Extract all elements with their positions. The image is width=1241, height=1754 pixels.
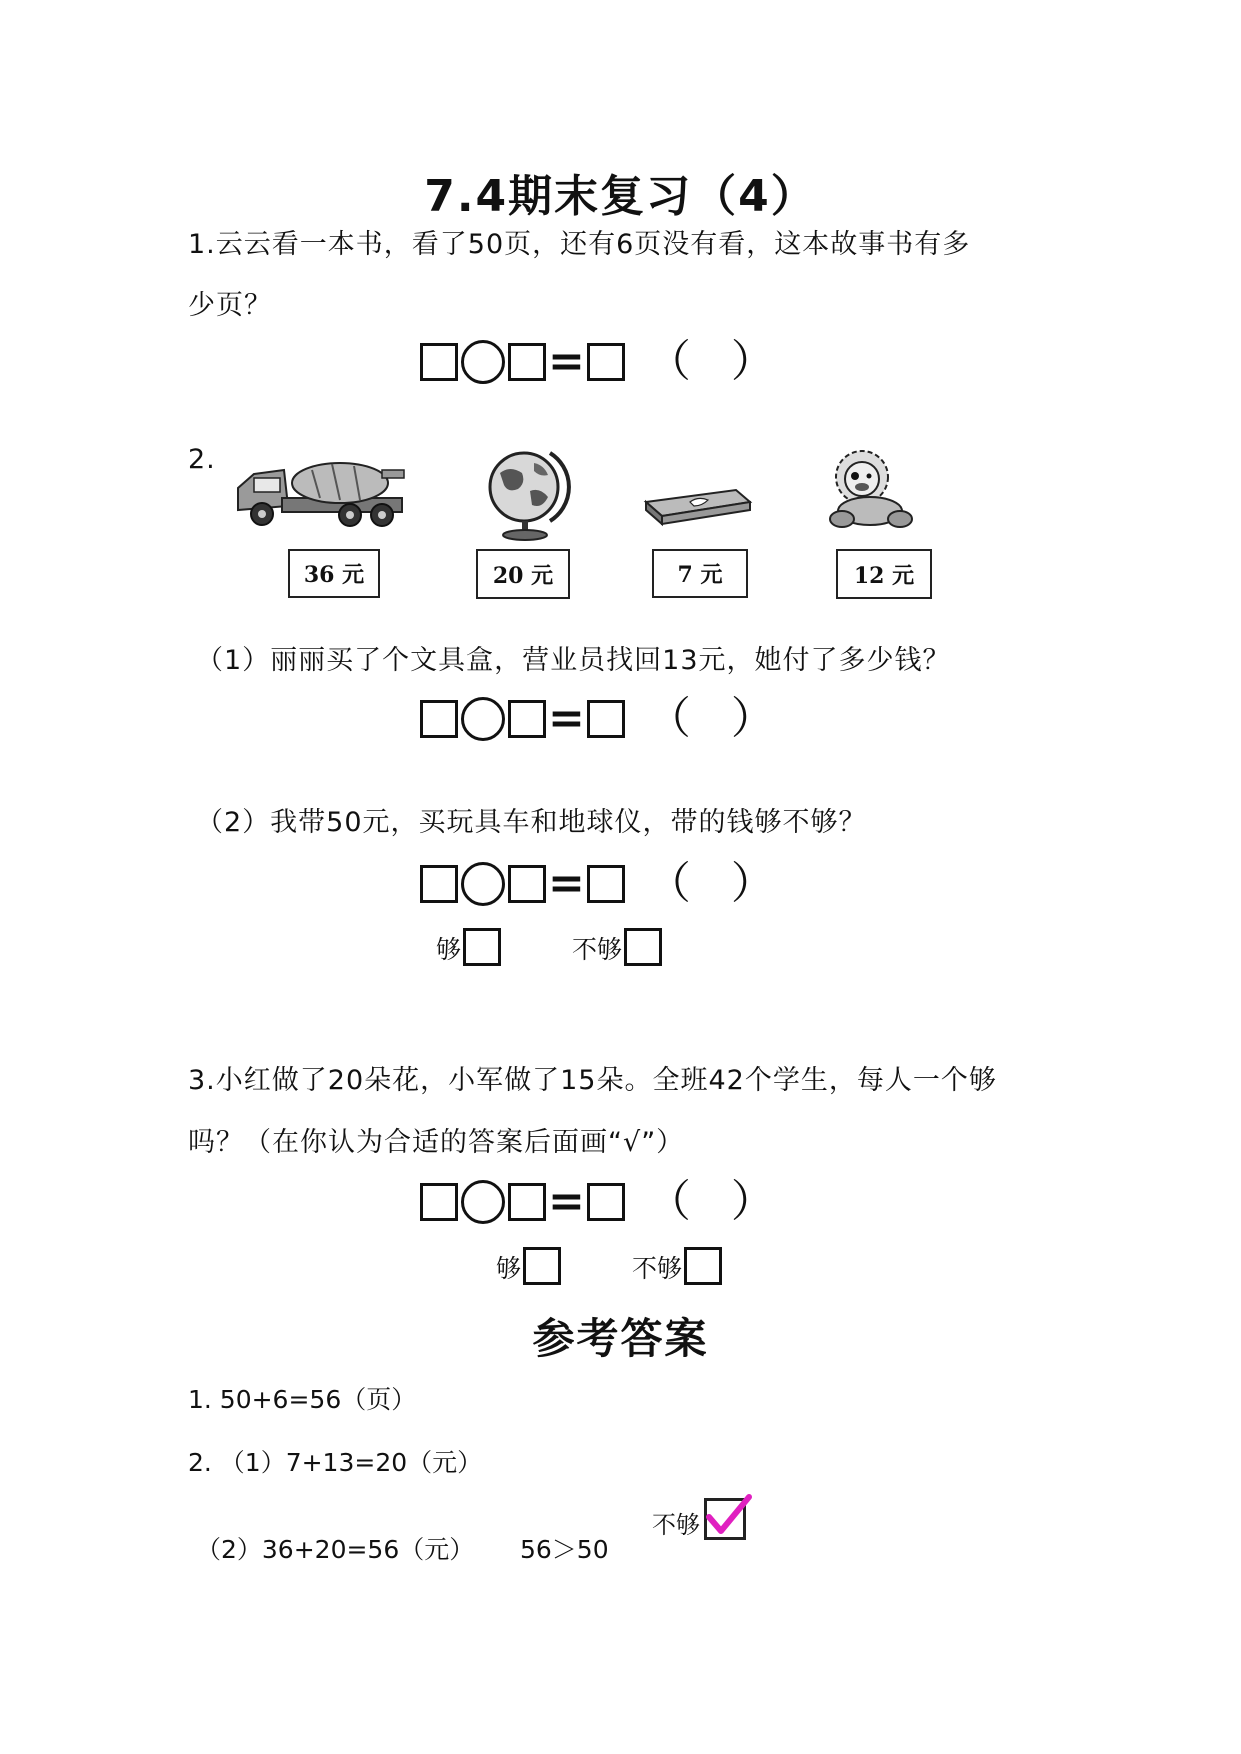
page-title: 7.4期末复习（4） bbox=[424, 171, 817, 222]
option-not-enough-label: 不够 bbox=[572, 935, 623, 964]
option-not-enough-label: 不够 bbox=[632, 1254, 683, 1283]
option-not-enough-checkbox[interactable] bbox=[624, 928, 662, 966]
option-not-enough-checkbox[interactable] bbox=[684, 1247, 722, 1285]
answer-box[interactable] bbox=[420, 700, 458, 738]
price-tag-pencil-case: 7 元 bbox=[652, 549, 748, 598]
answer-2-2-compare: 56＞50 bbox=[520, 1535, 609, 1564]
toy-lion-icon bbox=[820, 447, 920, 532]
answer-box[interactable] bbox=[587, 865, 625, 903]
option-not-enough bbox=[572, 928, 662, 966]
price-tag-truck: 36 元 bbox=[288, 549, 380, 598]
answer-box[interactable] bbox=[420, 1183, 458, 1221]
mixer-truck-icon bbox=[232, 448, 422, 533]
question-2-sub-1: （1）丽丽买了个文具盒，营业员找回13元，她付了多少钱？ bbox=[196, 645, 951, 676]
option-enough-label: 够 bbox=[496, 1254, 522, 1283]
answer-2-2-choice-label: 不够 bbox=[652, 1511, 700, 1539]
price-tag-toy-lion: 12 元 bbox=[836, 549, 932, 599]
answer-2-2-choice bbox=[652, 1498, 746, 1540]
answer-box[interactable] bbox=[587, 343, 625, 381]
unit-paren-open: （ bbox=[646, 1176, 691, 1227]
operator-circle[interactable] bbox=[461, 340, 505, 384]
unit-paren-open: （ bbox=[646, 693, 691, 744]
answer-box[interactable] bbox=[508, 865, 546, 903]
answer-1: 1. 50+6=56（页） bbox=[188, 1385, 417, 1414]
equation-template-q2-2 bbox=[420, 858, 775, 909]
answer-box[interactable] bbox=[587, 700, 625, 738]
unit-paren-close: ） bbox=[730, 1176, 775, 1227]
question-2-sub-2: （2）我带50元，买玩具车和地球仪，带的钱够不够？ bbox=[196, 807, 867, 838]
operator-circle[interactable] bbox=[461, 1180, 505, 1224]
check-mark-icon bbox=[703, 1489, 755, 1541]
answer-box[interactable] bbox=[587, 1183, 625, 1221]
option-enough-q3 bbox=[496, 1247, 561, 1285]
unit-paren-open: （ bbox=[646, 858, 691, 909]
option-not-enough-q3 bbox=[632, 1247, 722, 1285]
price-tag-globe: 20 元 bbox=[476, 549, 570, 599]
question-2-number: 2. bbox=[188, 444, 216, 475]
answer-box[interactable] bbox=[420, 865, 458, 903]
answer-2-1: 2. （1）7+13=20（元） bbox=[188, 1448, 483, 1477]
answer-checked-box bbox=[704, 1498, 746, 1540]
answer-box[interactable] bbox=[508, 700, 546, 738]
unit-paren-close: ） bbox=[730, 693, 775, 744]
globe-icon bbox=[478, 443, 578, 543]
unit-paren-open: （ bbox=[646, 336, 691, 387]
equation-template-q3 bbox=[420, 1176, 775, 1227]
question-3-line-1: 3.小红做了20朵花，小军做了15朵。全班42个学生，每人一个够 bbox=[188, 1065, 997, 1096]
unit-paren-close: ） bbox=[730, 336, 775, 387]
operator-circle[interactable] bbox=[461, 697, 505, 741]
answer-box[interactable] bbox=[420, 343, 458, 381]
question-1-line-1: 1.云云看一本书，看了50页，还有6页没有看，这本故事书有多 bbox=[188, 229, 971, 260]
pencil-case-icon bbox=[640, 484, 755, 528]
equals-sign: = bbox=[548, 336, 585, 387]
answer-box[interactable] bbox=[508, 343, 546, 381]
option-enough-checkbox[interactable] bbox=[463, 928, 501, 966]
equation-template-q2-1 bbox=[420, 693, 775, 744]
option-enough-checkbox[interactable] bbox=[523, 1247, 561, 1285]
operator-circle[interactable] bbox=[461, 862, 505, 906]
answer-2-2: （2）36+20=56（元） bbox=[196, 1535, 475, 1564]
equals-sign: = bbox=[548, 858, 585, 909]
answers-heading: 参考答案 bbox=[532, 1314, 709, 1363]
unit-paren-close: ） bbox=[730, 858, 775, 909]
equals-sign: = bbox=[548, 1176, 585, 1227]
option-enough bbox=[436, 928, 501, 966]
question-1-line-2: 少页？ bbox=[188, 290, 272, 321]
equals-sign: = bbox=[548, 693, 585, 744]
equation-template-q1 bbox=[420, 336, 775, 387]
answer-box[interactable] bbox=[508, 1183, 546, 1221]
option-enough-label: 够 bbox=[436, 935, 462, 964]
question-3-line-2: 吗？（在你认为合适的答案后面画“√”） bbox=[188, 1127, 685, 1158]
